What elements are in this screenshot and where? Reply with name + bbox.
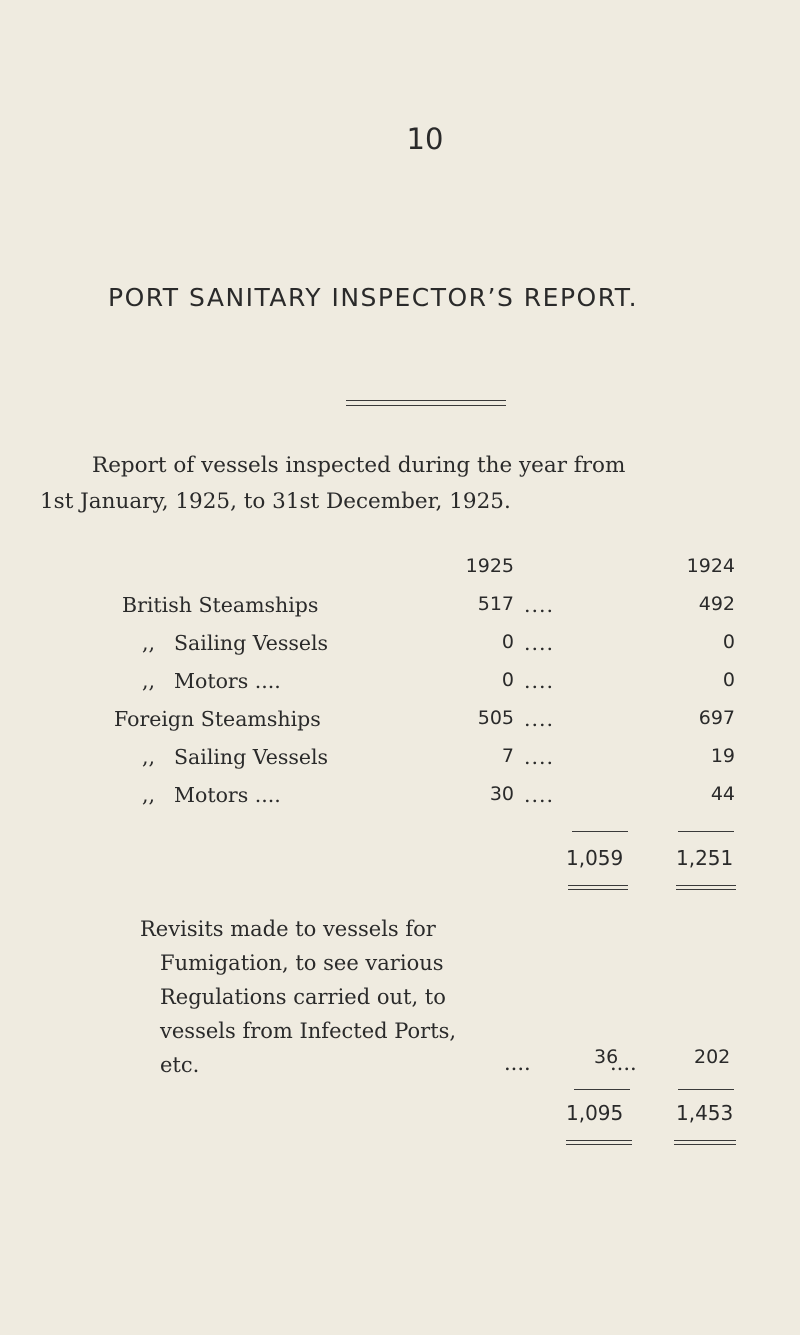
subtotal-rule-1924: [678, 831, 734, 832]
table-row: [0, 631, 800, 667]
intro-paragraph: [40, 448, 760, 520]
grand-total-1925: 1,095: [566, 1101, 624, 1125]
value-1925: 0: [501, 631, 514, 653]
report-title: PORT SANITARY INSPECTOR’S REPORT.: [108, 283, 639, 312]
row-label: Motors ....: [174, 669, 281, 693]
value-1925: 7: [501, 745, 514, 767]
grand-total-double-rule-1925: [566, 1140, 632, 1145]
grand-total-rule-1925: [574, 1089, 630, 1090]
ditto-mark: ,,: [142, 783, 156, 807]
leader-dots: ....: [504, 1051, 531, 1075]
leader-dots: ....: [524, 745, 555, 769]
subtotal-1924: 1,251: [676, 846, 734, 870]
revisits-line: Revisits made to vessels for: [140, 917, 436, 941]
leader-dots: ....: [524, 783, 555, 807]
ditto-mark: ,,: [142, 745, 156, 769]
row-label: British Steamships: [122, 593, 319, 617]
value-1924: 44: [710, 783, 735, 805]
value-1925: 517: [477, 593, 514, 615]
grand-total-rule-1924: [678, 1089, 734, 1090]
subtotal-rule-1925: [572, 831, 628, 832]
value-1925: 0: [501, 669, 514, 691]
table-row: [0, 707, 800, 743]
table-row: [0, 669, 800, 705]
revisits-line: vessels from Infected Ports,: [160, 1019, 457, 1043]
leader-dots: ....: [524, 593, 555, 617]
column-header-1925: 1925: [465, 555, 514, 577]
table-row: [0, 593, 800, 629]
subtotal-double-rule-1925: [568, 885, 628, 890]
page-number: 10: [406, 122, 444, 156]
revisits-line: Regulations carried out, to: [160, 985, 446, 1009]
value-1924: 0: [722, 669, 735, 691]
table-row: [0, 783, 800, 819]
value-1924: 492: [698, 593, 735, 615]
title-underline: [346, 400, 506, 406]
leader-dots: ....: [524, 707, 555, 731]
revisits-1925: 36: [594, 1046, 619, 1068]
subtotal-1925: 1,059: [566, 846, 624, 870]
value-1924: 0: [722, 631, 735, 653]
value-1924: 697: [698, 707, 735, 729]
table-header: [0, 555, 800, 591]
ditto-mark: ,,: [142, 631, 156, 655]
subtotal-double-rule-1924: [676, 885, 736, 890]
row-label: Foreign Steamships: [114, 707, 321, 731]
revisits-1924: 202: [694, 1046, 731, 1068]
value-1925: 30: [489, 783, 514, 805]
row-label: Motors ....: [174, 783, 281, 807]
leader-dots: ....: [610, 1051, 637, 1075]
ditto-mark: ,,: [142, 669, 156, 693]
leader-dots: ....: [524, 669, 555, 693]
revisits-line: etc.: [160, 1053, 200, 1077]
grand-total-double-rule-1924: [674, 1140, 736, 1145]
row-label: Sailing Vessels: [174, 745, 329, 769]
row-label: Sailing Vessels: [174, 631, 329, 655]
intro-line-1: Report of vessels inspected during the year from: [92, 453, 626, 478]
revisits-line: Fumigation, to see various: [160, 951, 444, 975]
grand-total-1924: 1,453: [676, 1101, 734, 1125]
value-1924: 19: [710, 745, 735, 767]
table-row: [0, 745, 800, 781]
value-1925: 505: [477, 707, 514, 729]
leader-dots: ....: [524, 631, 555, 655]
column-header-1924: 1924: [686, 555, 735, 577]
intro-line-2: 1st January, 1925, to 31st December, 1925.: [40, 489, 511, 514]
